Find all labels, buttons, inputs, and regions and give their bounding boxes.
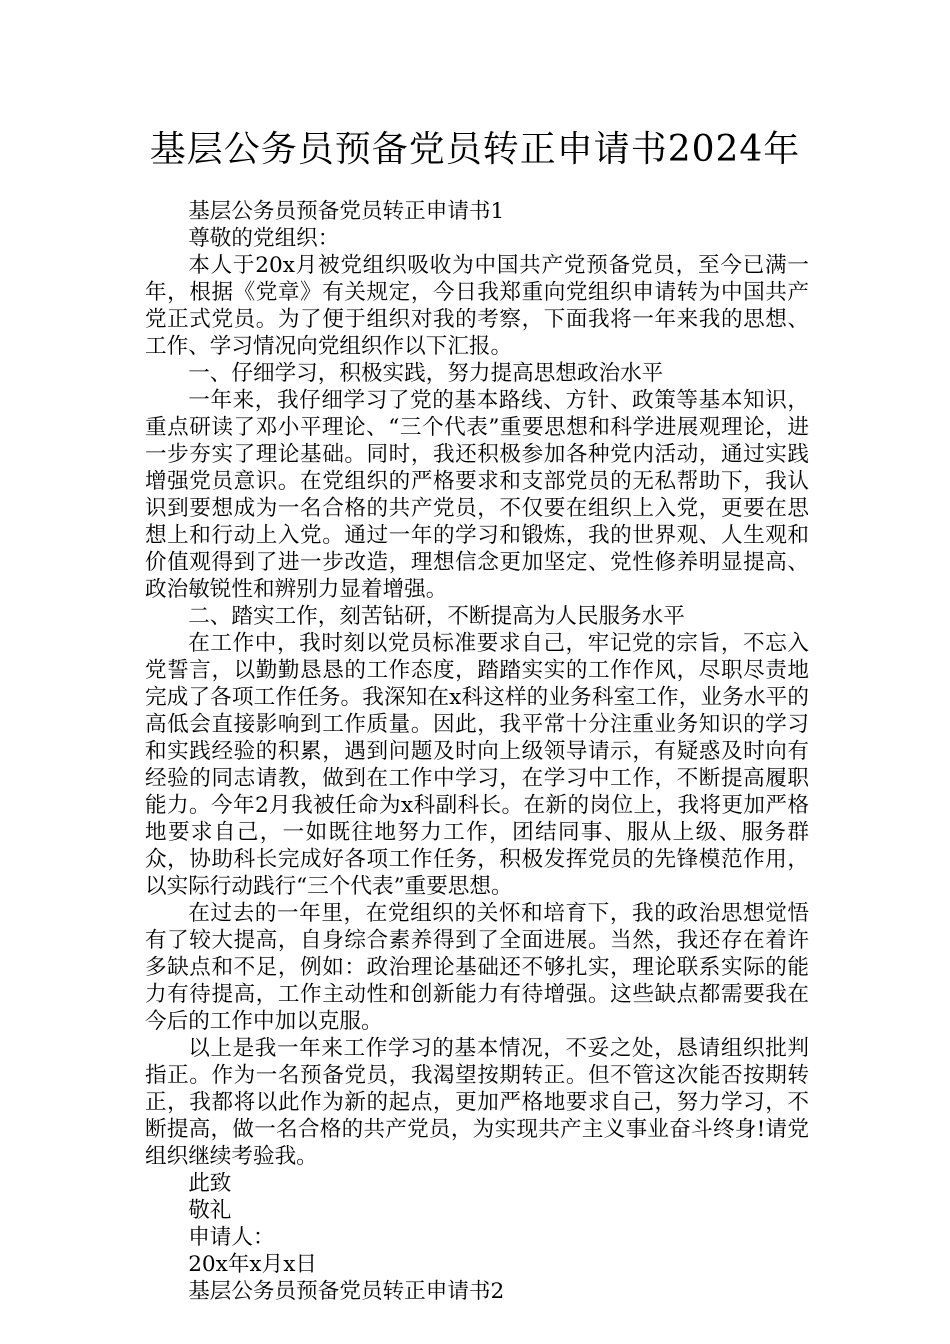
intro-paragraph: 本人于20x月被党组织吸收为中国共产党预备党员，至今已满一年，根据《党章》有关规定，今日我郑重向党组织申请转为中国共产党正式党员。为了便于组织对我的考察，下面我将一年来我的思想、工作、学习情况向党组织作以下汇报。	[145, 253, 809, 359]
document-body	[145, 198, 809, 1305]
section-heading-2: 基层公务员预备党员转正申请书2	[188, 1279, 505, 1304]
date-line: 20x年x月x日	[188, 1252, 317, 1277]
document-title: 基层公务员预备党员转正申请书2024年	[149, 129, 801, 170]
closing-paragraph: 以上是我一年来工作学习的基本情况，不妥之处，恳请组织批判指正。作为一名预备党员，我渴望按期转正。但不管这次能否按期转正，我都将以此作为新的起点，更加严格地要求自己，努力学习，不断提高，做一名合格的共产党员，为实现共产主义事业奋斗终身!请党组织继续考验我。	[145, 1036, 809, 1169]
point-heading-2: 二、踏实工作，刻苦钻研，不断提高为人民服务水平	[188, 604, 685, 629]
salutation: 尊敬的党组织：	[188, 226, 340, 251]
point-heading-1: 一、仔细学习，积极实践，努力提高思想政治水平	[188, 361, 664, 386]
section-heading-1: 基层公务员预备党员转正申请书1	[188, 199, 505, 224]
point-paragraph-2: 在工作中，我时刻以党员标准要求自己，牢记党的宗旨，不忘入党誓言，以勤勤恳恳的工作态度，踏踏实实的工作作风，尽职尽责地完成了各项工作任务。我深知在x科这样的业务科室工作，业务水平的高低会直接影响到工作质量。因此，我平常十分注重业务知识的学习和实践经验的积累，遇到问题及时向上级领导请示，有疑惑及时向有经验的同志请教，做到在工作中学习，在学习中工作，不断提高履职能力。今年2月我被任命为x科副科长。在新的岗位上，我将更加严格地要求自己，一如既往地努力工作，团结同事、服从上级、服务群众，协助科长完成好各项工作任务，积极发挥党员的先锋模范作用，以实际行动践行“三个代表”重要思想。	[145, 631, 809, 899]
closing-jingli: 敬礼	[188, 1198, 232, 1223]
applicant-label: 申请人：	[188, 1225, 275, 1250]
point-paragraph-1: 一年来，我仔细学习了党的基本路线、方针、政策等基本知识，重点研读了邓小平理论、“三个代表”重要思想和科学进展观理论，进一步夯实了理论基础。同时，我还积极参加各种党内活动，通过实践增强党员意识。在党组织的严格要求和支部党员的无私帮助下，我认识到要想成为一名合格的共产党员，不仅要在组织上入党，更要在思想上和行动上入党。通过一年的学习和锻炼，我的世界观、人生观和价值观得到了进一步改造，理想信念更加坚定、党性修养明显提高、政治敏锐性和辨别力显着增强。	[145, 388, 809, 602]
closing-cizhi: 此致	[188, 1171, 232, 1196]
reflection-paragraph: 在过去的一年里，在党组织的关怀和培育下，我的政治思想觉悟有了较大提高，自身综合素养得到了全面进展。当然，我还存在着许多缺点和不足，例如：政治理论基础还不够扎实，理论联系实际的能力有待提高，工作主动性和创新能力有待增强。这些缺点都需要我在今后的工作中加以克服。	[145, 901, 809, 1034]
